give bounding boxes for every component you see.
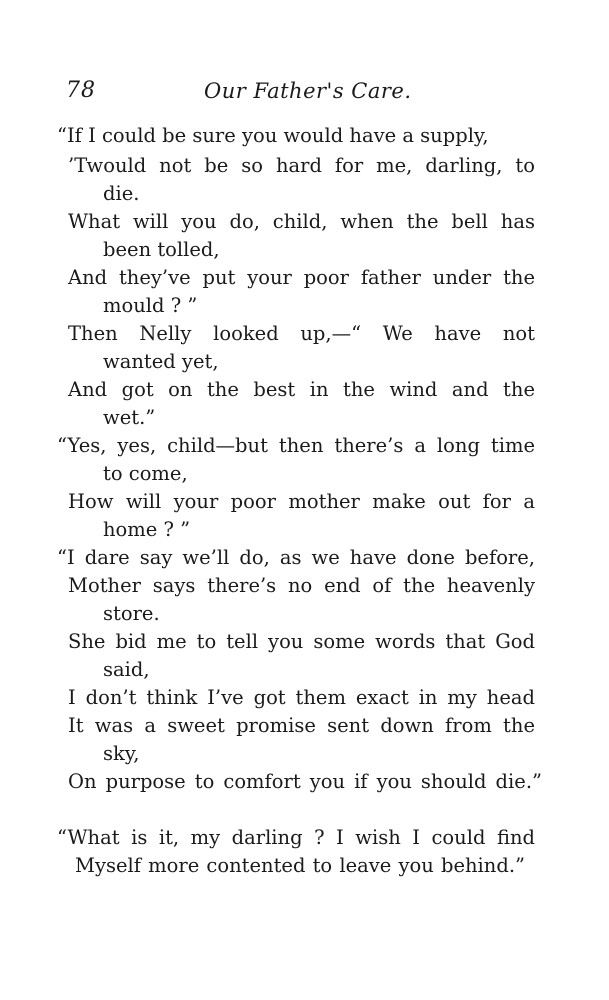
- poem-line: mould ? ”: [103, 294, 198, 317]
- poem-line: said,: [103, 658, 150, 681]
- poem-line: What will you do, child, when the bell has: [68, 210, 535, 233]
- poem-line: home ? ”: [103, 518, 191, 541]
- poem-line: “I dare say we’ll do, as we have done before,: [57, 546, 535, 569]
- poem-line: It was a sweet promise sent down from the: [68, 714, 535, 737]
- poem-line: And got on the best in the wind and the: [68, 378, 535, 401]
- poem-line: to come,: [103, 462, 188, 485]
- poem-line: Then Nelly looked up,—“ We have not: [68, 322, 535, 345]
- running-title: Our Father's Care.: [204, 79, 412, 103]
- poem-line: Mother says there’s no end of the heavenly: [68, 574, 535, 597]
- page-header: [66, 78, 536, 108]
- poem-line: And they’ve put your poor father under the: [68, 266, 535, 289]
- poem-line: die.: [103, 182, 140, 205]
- poem-line: How will your poor mother make out for a: [68, 490, 535, 513]
- poem-line: store.: [103, 602, 160, 625]
- poem-line: sky,: [103, 742, 140, 765]
- page-number: 78: [66, 78, 96, 103]
- poem-line: been tolled,: [103, 238, 220, 261]
- poem-line: On purpose to comfort you if you should die.”: [68, 770, 542, 793]
- poem-line: “Yes, yes, child—but then there’s a long time: [57, 434, 535, 457]
- poem-line: “What is it, my darling ? I wish I could find: [57, 826, 535, 849]
- poem-line: ’Twould not be so hard for me, darling, to: [68, 154, 535, 177]
- poem-line: wanted yet,: [103, 350, 219, 373]
- poem-line: Myself more contented to leave you behind.”: [75, 854, 525, 877]
- poem-line: She bid me to tell you some words that God: [68, 630, 535, 653]
- poem-line: I don’t think I’ve got them exact in my head: [68, 686, 535, 709]
- poem-line: “If I could be sure you would have a supply,: [57, 124, 489, 147]
- poem-line: wet.”: [103, 406, 156, 429]
